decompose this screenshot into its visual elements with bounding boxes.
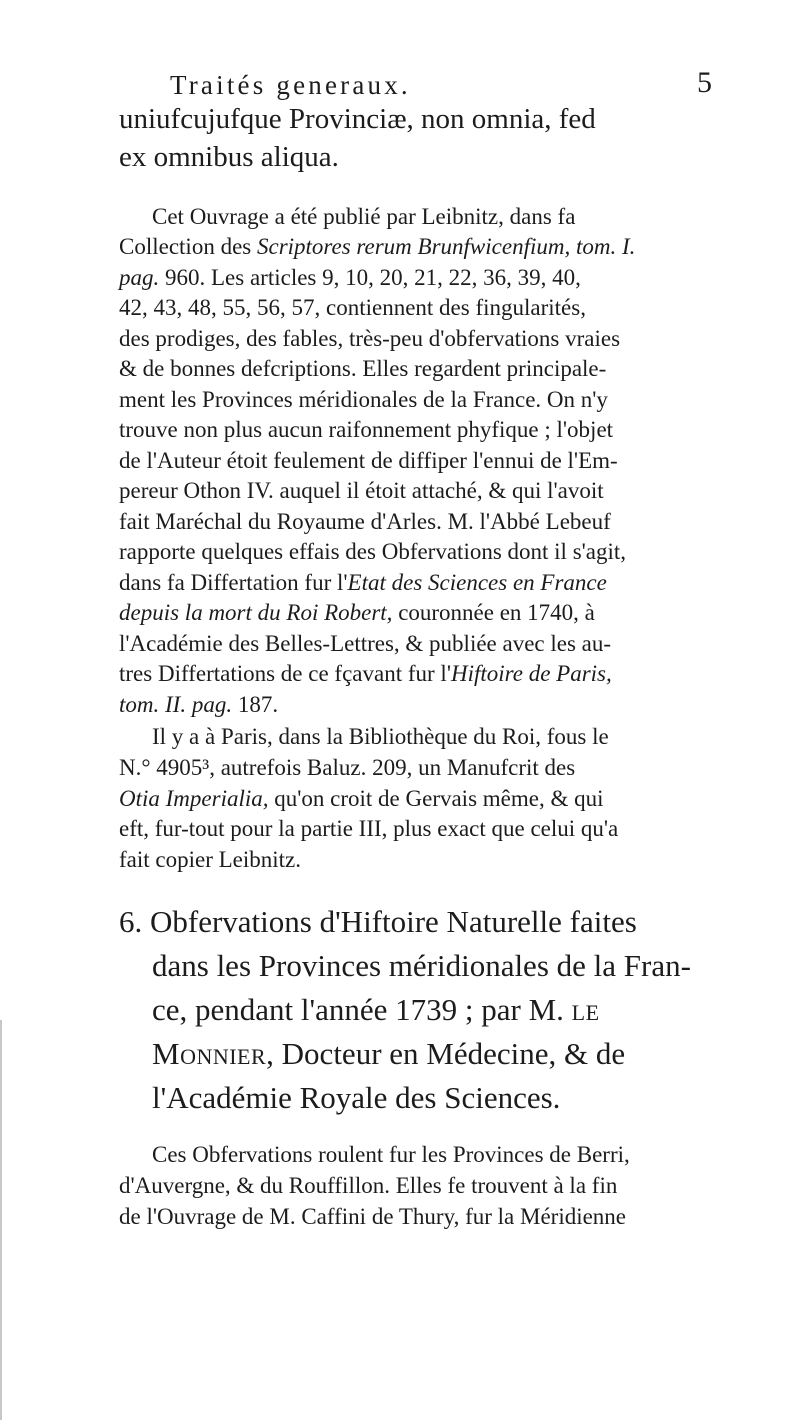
text-line: rapporte quelques effais des Obfervations dont il s'agit, bbox=[119, 539, 627, 564]
text-line: trouve non plus aucun raifonnement phyfique ; l'objet bbox=[119, 417, 614, 442]
text-line: Cet Ouvrage a été publié par Leibnitz, dans fa bbox=[152, 204, 576, 229]
text-line: pereur Othon IV. auquel il étoit attaché, & qui l'avoit bbox=[119, 478, 604, 503]
text-line: fait copier Leibnitz. bbox=[119, 847, 302, 872]
text-line: dans fa Differtation fur l'Etat des Sciences en France bbox=[119, 570, 607, 595]
entry-line: Monnier, Docteur en Médecine, & de bbox=[152, 1036, 626, 1071]
page-edge-shadow bbox=[0, 1020, 2, 1420]
text-line: l'Académie des Belles-Lettres, & publiée avec les au- bbox=[119, 631, 612, 656]
text-line: 42, 43, 48, 55, 56, 57, contiennent des fingularités, bbox=[119, 295, 586, 320]
page-number: 5 bbox=[697, 66, 712, 99]
text-line: ment les Provinces méridionales de la France. On n'y bbox=[119, 387, 608, 412]
text-line: pag. 960. Les articles 9, 10, 20, 21, 22, 36, 39, 40, bbox=[119, 265, 581, 290]
text-line: ex omnibus aliqua. bbox=[119, 141, 339, 173]
running-header bbox=[170, 66, 712, 106]
text-line: de l'Ouvrage de M. Caffini de Thury, fur la Méridienne bbox=[119, 1204, 627, 1229]
text-line: de l'Auteur étoit feulement de diffiper l'ennui de l'Em- bbox=[119, 448, 618, 473]
text-line: N.° 4905³, autrefois Baluz. 209, un Manufcrit des bbox=[119, 755, 576, 780]
text-line: tom. II. pag. 187. bbox=[119, 692, 279, 717]
text-line: & de bonnes defcriptions. Elles regardent principale- bbox=[119, 356, 607, 381]
text-line: depuis la mort du Roi Robert, couronnée en 1740, à bbox=[119, 600, 595, 625]
text-line: uniufcujufque Provinciæ, non omnia, fed bbox=[119, 103, 596, 135]
entry-line: l'Académie Royale des Sciences. bbox=[152, 1080, 561, 1115]
text-line: Ces Obfervations roulent fur les Provinces de Berri, bbox=[152, 1142, 630, 1167]
header-title: Traités generaux. bbox=[170, 70, 411, 100]
entry-line: ce, pendant l'année 1739 ; par M. le bbox=[152, 992, 600, 1027]
text-line: tres Differtations de ce fçavant fur l'Hiftoire de Paris, bbox=[119, 661, 612, 686]
text-line: d'Auvergne, & du Rouffillon. Elles fe trouvent à la fin bbox=[119, 1173, 618, 1198]
entry-line: dans les Provinces méridionales de la Fran- bbox=[152, 948, 691, 983]
text-line: Collection des Scriptores rerum Brunfwicenfium, tom. I. bbox=[119, 234, 636, 259]
text-line: des prodiges, des fables, très-peu d'obfervations vraies bbox=[119, 326, 621, 351]
text-line: Otia Imperialia, qu'on croit de Gervais même, & qui bbox=[119, 786, 604, 811]
entry-line: 6. Obfervations d'Hiftoire Naturelle faites bbox=[119, 904, 637, 939]
text-line: fait Maréchal du Royaume d'Arles. M. l'Abbé Lebeuf bbox=[119, 509, 611, 534]
text-line: Il y a à Paris, dans la Bibliothèque du Roi, fous le bbox=[152, 724, 609, 749]
text-line: eft, fur-tout pour la partie III, plus exact que celui qu'a bbox=[119, 816, 619, 841]
